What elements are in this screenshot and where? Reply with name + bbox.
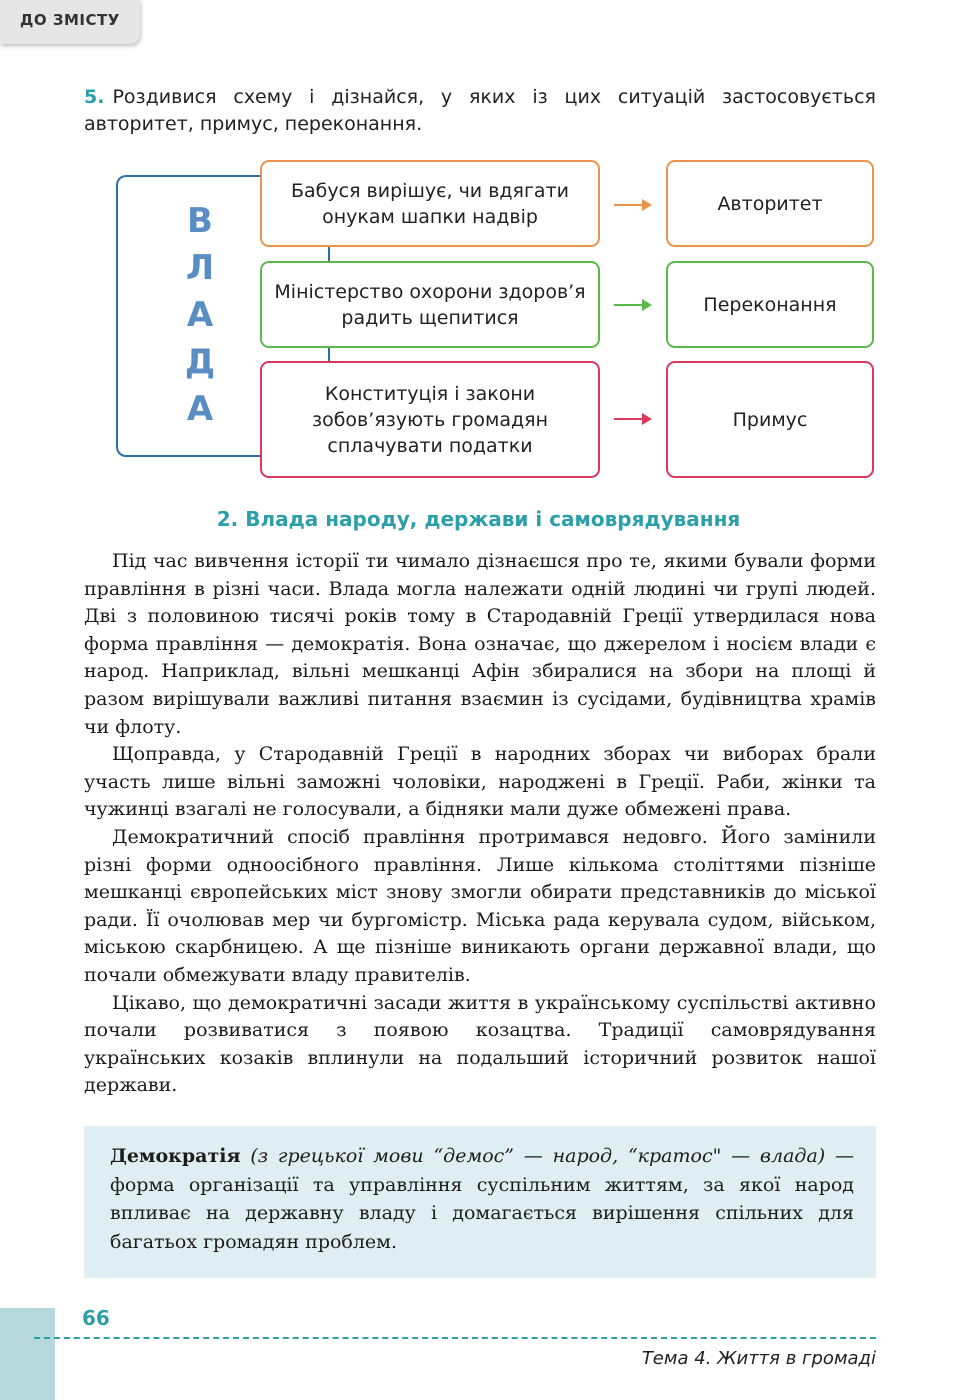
toc-button[interactable]: ДО ЗМІСТУ bbox=[0, 0, 140, 44]
paragraph: Щоправда, у Стародавній Греції в народних зборах чи виборах брали участь лише вільні заможні чоловіки, народжені в Греції. Раби, жінки та чужинці взагалі не голосували, а бідняки мали дуже обмежені права. bbox=[84, 743, 876, 821]
paragraph: Демократичний спосіб правління протримався недовго. Його замінили різні форми одноосібного правління. Лише кількома століттями пізніше мешканці європейських міст знову змогли обирати представників до міської ради. Її очолював мер чи бургомістр. Міська рада керувала судом, військом, міською скарбницею. А ще пізніше виникають органи державної влади, що почали обмежувати владу правителів. bbox=[84, 825, 876, 986]
vlada-letter: Л bbox=[185, 248, 215, 288]
task-5 bbox=[84, 84, 876, 138]
arrow-icon bbox=[614, 204, 650, 206]
vlada-letter: А bbox=[186, 295, 214, 335]
arrow-icon bbox=[614, 418, 650, 420]
situation-box-1: Бабуся вирішує, чи вдягати онукам шапки надвір bbox=[260, 160, 600, 247]
situation-box-2: Міністерство охорони здоров’я радить щепитися bbox=[260, 261, 600, 348]
paragraph: Цікаво, що демократичні засади життя в українському суспільстві активно почали розвиватися з появою козацтва. Традиції самоврядування українських козаків вплинули на подальший історичний розвиток нашої держави. bbox=[84, 991, 876, 1097]
page-number: 66 bbox=[82, 1306, 110, 1330]
scheme-bracket bbox=[116, 175, 306, 457]
scheme-connector bbox=[328, 246, 330, 262]
paragraph: Під час вивчення історії ти чимало дізнаєшся про те, якими бували форми правління в різні часи. Влада могла належати одній людині чи групі людей. Дві з половиною тисячі років тому в Стародавній Греції утвердилася нова форма правління — демократія. Вона означає, що джерелом і носієм влади є народ. Наприклад, вільні мешканці Афін збиралися на збори на площі й разом вирішували важливі питання взаємин із сусідами, будівництва храмів чи флоту. bbox=[84, 550, 876, 738]
definition-etymology: (з грецької мови “демос” — народ, “кратос" — влада) bbox=[250, 1145, 826, 1167]
result-box-3: Примус bbox=[666, 361, 874, 478]
task-text: Роздивися схему і дізнайся, у яких із цих ситуацій застосовується авторитет, примус, переконання. bbox=[84, 86, 876, 135]
definition-term: Демократія bbox=[110, 1145, 241, 1167]
scheme-connector bbox=[328, 348, 330, 362]
result-box-2: Переконання bbox=[666, 261, 874, 348]
situation-box-3: Конституція і закони зобов’язують громадян сплачувати податки bbox=[260, 361, 600, 478]
corner-decoration bbox=[0, 1308, 55, 1400]
vlada-letter: А bbox=[186, 389, 214, 429]
definition-text: — форма організації та управління суспільним життям, за якої народ впливає на державну владу і домагається вирішення спільних для багатьох громадян проблем. bbox=[110, 1145, 855, 1253]
task-number: 5. bbox=[84, 86, 105, 108]
body-text bbox=[84, 548, 876, 1100]
footer-divider bbox=[34, 1337, 876, 1339]
arrow-icon bbox=[614, 304, 650, 306]
section-title: 2. Влада народу, держави і самоврядування bbox=[216, 507, 741, 531]
vlada-letter: Д bbox=[184, 342, 216, 382]
result-box-1: Авторитет bbox=[666, 160, 874, 247]
power-scheme bbox=[0, 0, 957, 500]
definition-box bbox=[84, 1126, 876, 1278]
footer-topic: Тема 4. Життя в громаді bbox=[641, 1348, 876, 1369]
vlada-vertical-label bbox=[175, 198, 225, 433]
vlada-letter: В bbox=[187, 201, 213, 241]
